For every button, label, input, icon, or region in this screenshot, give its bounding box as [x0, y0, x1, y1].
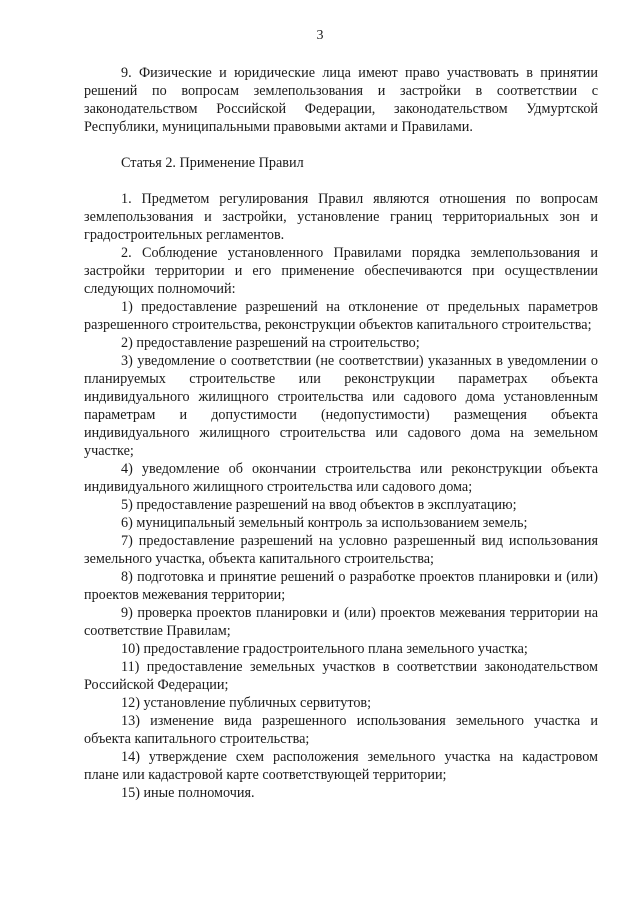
paragraph-1: 1. Предметом регулирования Правил являются отношения по вопросам землепользования и застройки, установление границ территориальных зон и градостроительных регламентов. — [84, 191, 598, 243]
list-item-3: 3) уведомление о соответствии (не соответствии) указанных в уведомлении о планируемых строительстве или реконструкции параметрах объекта индивидуального жилищного строительства или садового дома установленным параметрам и допустимости (недопустимости) размещения объекта индивидуального жилищного строительства или садового дома на земельном участке; — [84, 353, 598, 459]
list-item-15: 15) иные полномочия. — [121, 785, 255, 801]
list-item-2: 2) предоставление разрешений на строительство; — [121, 335, 420, 351]
list-item-1: 1) предоставление разрешений на отклонение от предельных параметров разрешенного строительства, реконструкции объектов капитального строительства; — [84, 299, 598, 333]
list-item-13: 13) изменение вида разрешенного использования земельного участка и объекта капитального строительства; — [84, 713, 598, 747]
list-item-10: 10) предоставление градостроительного плана земельного участка; — [121, 641, 528, 657]
list-item-14: 14) утверждение схем расположения земельного участка на кадастровом плане или кадастровой карте соответствующей территории; — [84, 749, 598, 783]
list-item-6: 6) муниципальный земельный контроль за использованием земель; — [121, 515, 528, 531]
document-body — [84, 64, 598, 802]
list-item-5: 5) предоставление разрешений на ввод объектов в эксплуатацию; — [121, 497, 517, 513]
list-item-12: 12) установление публичных сервитутов; — [121, 695, 372, 711]
list-item-7: 7) предоставление разрешений на условно разрешенный вид использования земельного участка, объекта капитального строительства; — [84, 533, 598, 567]
paragraph-9: 9. Физические и юридические лица имеют право участвовать в принятии решений по вопросам землепользования и застройки в соответствии с законодательством Российской Федерации, законодательством Удмуртской Республики, муниципальными правовыми актами и Правилами. — [84, 65, 598, 135]
list-item-9: 9) проверка проектов планировки и (или) проектов межевания территории на соответствие Правилам; — [84, 605, 598, 639]
list-item-4: 4) уведомление об окончании строительства или реконструкции объекта индивидуального жилищного строительства или садового дома; — [84, 461, 598, 495]
paragraph-2: 2. Соблюдение установленного Правилами порядка землепользования и застройки территории и его применение обеспечиваются при осуществлении следующих полномочий: — [84, 245, 598, 297]
article-heading: Статья 2. Применение Правил — [121, 155, 304, 171]
list-item-11: 11) предоставление земельных участков в соответствии законодательством Российской Федерации; — [84, 659, 598, 693]
page-number: 3 — [316, 28, 324, 43]
list-item-8: 8) подготовка и принятие решений о разработке проектов планировки и (или) проектов межевания территории; — [84, 569, 598, 603]
